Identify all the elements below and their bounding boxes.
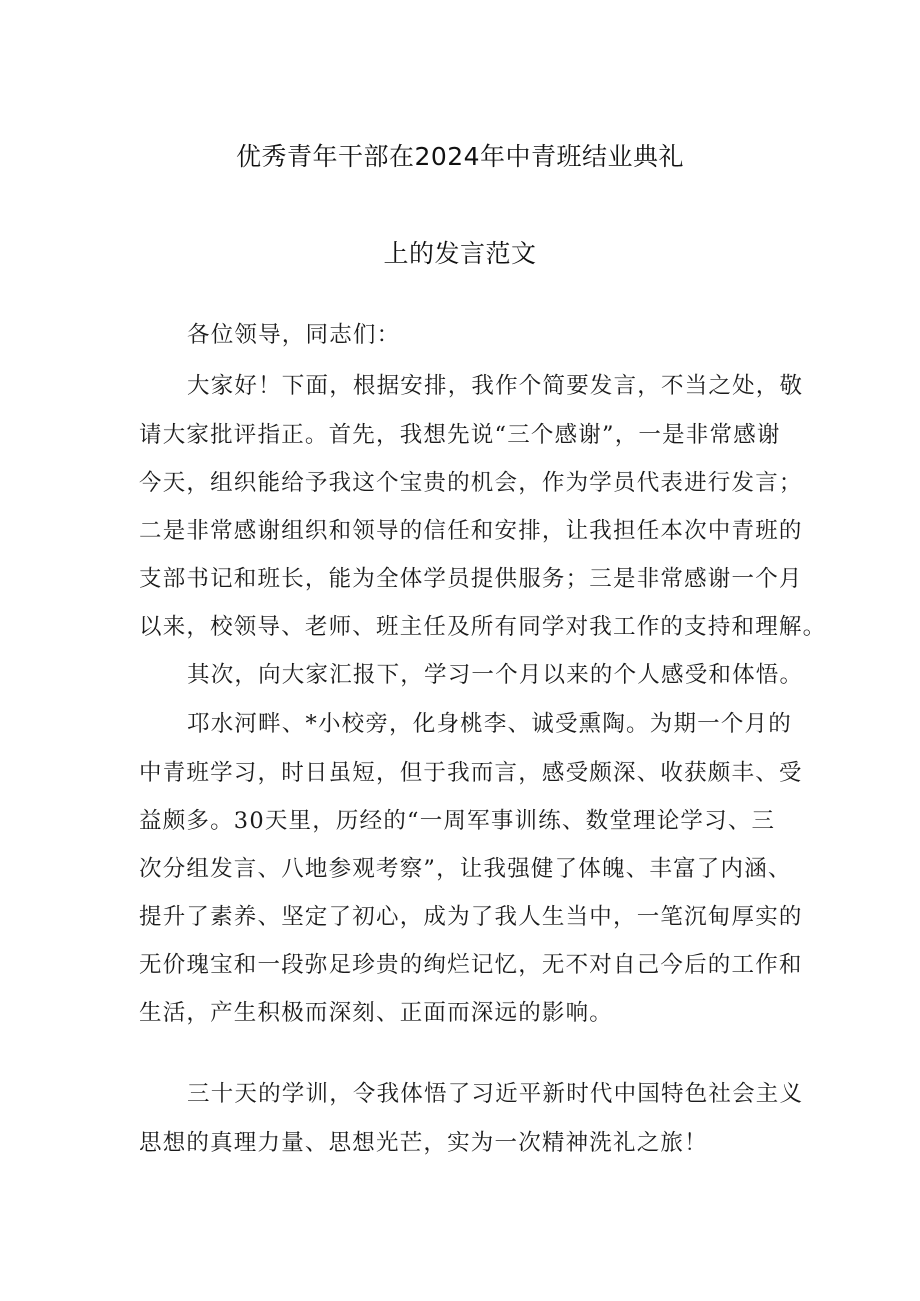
paragraph-line: 次分组发言、八地参观考察”，让我强健了体魄、丰富了内涵、 bbox=[139, 856, 792, 882]
document-title-line-1: 优秀青年干部在2024年中青班结业典礼 bbox=[235, 142, 685, 171]
paragraph-line: 无价瑰宝和一段弥足珍贵的绚烂记忆，无不对自己今后的工作和 bbox=[139, 952, 803, 978]
paragraph-line: 请大家批评指正。首先，我想先说“三个感谢”，一是非常感谢 bbox=[139, 422, 781, 448]
paragraph-line: 邛水河畔、*小校旁，化身桃李、诚受熏陶。为期一个月的 bbox=[187, 711, 792, 737]
paragraph-line: 三十天的学训，令我体悟了习近平新时代中国特色社会主义 bbox=[187, 1081, 804, 1107]
document-title-line-2: 上的发言范文 bbox=[383, 239, 537, 268]
paragraph-line: 今天，组织能给予我这个宝贵的机会，作为学员代表进行发言； bbox=[139, 470, 803, 496]
paragraph-line: 提升了素养、坚定了初心，成为了我人生当中，一笔沉甸厚实的 bbox=[139, 904, 803, 930]
paragraph-line: 二是非常感谢组织和领导的信任和安排，让我担任本次中青班的 bbox=[139, 518, 803, 544]
paragraph-line: 其次，向大家汇报下，学习一个月以来的个人感受和体悟。 bbox=[187, 662, 804, 688]
paragraph-line: 思想的真理力量、思想光芒，实为一次精神洗礼之旅！ bbox=[139, 1130, 708, 1156]
paragraph-line: 益颇多。30天里，历经的“一周军事训练、数堂理论学习、三 bbox=[139, 808, 776, 834]
paragraph-line: 大家好！下面，根据安排，我作个简要发言，不当之处，敬 bbox=[187, 373, 804, 399]
salutation: 各位领导，同志们： bbox=[187, 322, 401, 348]
paragraph-line: 以来，校领导、老师、班主任及所有同学对我工作的支持和理解。 bbox=[139, 614, 827, 640]
paragraph-line: 支部书记和班长，能为全体学员提供服务；三是非常感谢一个月 bbox=[139, 566, 803, 592]
paragraph-line: 生活，产生积极而深刻、正面而深远的影响。 bbox=[139, 1000, 614, 1026]
paragraph-line: 中青班学习，时日虽短，但于我而言，感受颇深、收获颇丰、受 bbox=[139, 760, 803, 786]
